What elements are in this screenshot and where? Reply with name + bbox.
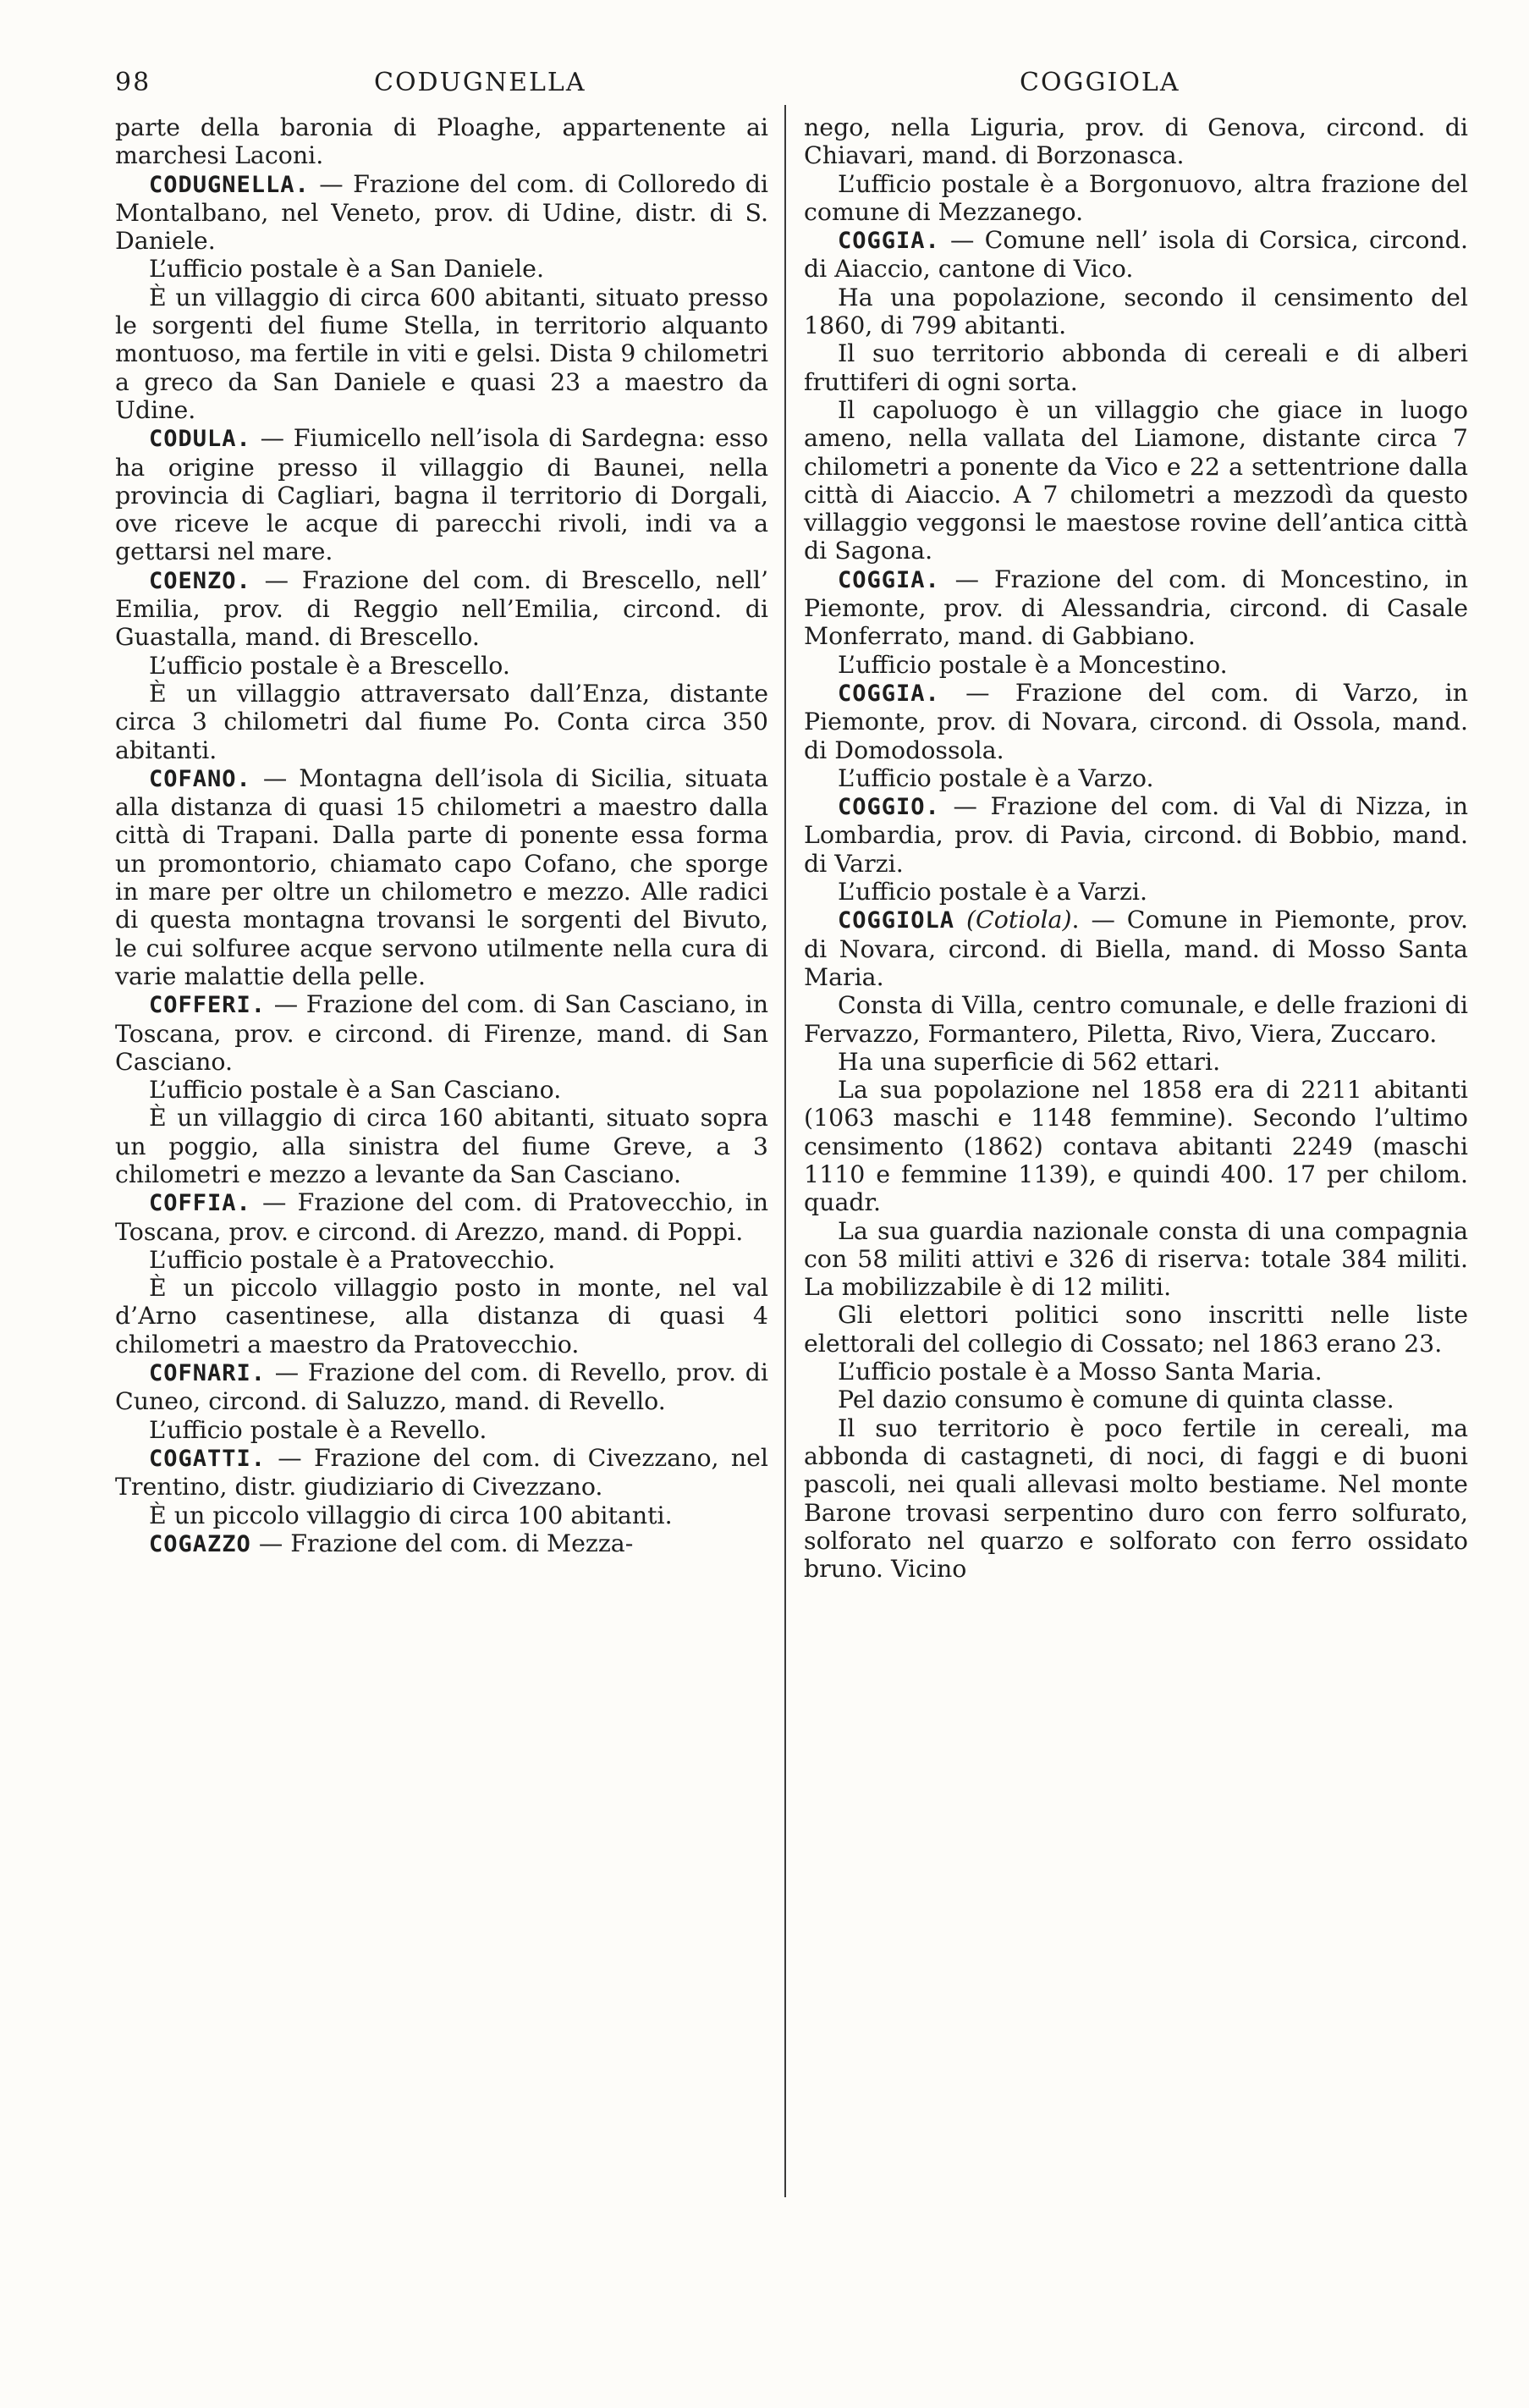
entry-text: Ha una popolazione, secondo il censimento del 1860, di 799 abitanti.	[804, 283, 1468, 340]
dictionary-entry	[804, 226, 1468, 284]
entry-paragraph	[804, 1048, 1468, 1076]
entry-headword: CODULA.	[149, 426, 251, 453]
entry-headword: COGGIOLA	[838, 907, 955, 934]
entry-text: L’ufficio postale è a Varzi.	[838, 878, 1148, 906]
entry-headword: COENZO.	[149, 567, 251, 594]
entry-headword: COGGIA.	[838, 228, 940, 255]
entry-paragraph	[115, 113, 768, 170]
entry-paragraph	[115, 1416, 768, 1444]
dictionary-entry	[115, 990, 768, 1076]
entry-text: — Montagna dell’isola di Sicilia, situata alla distanza di quasi 15 chilometri a maestro dalla città di Trapani. Dalla parte di ponente essa forma un promontorio, chiamato capo Cofano, che sporge in mare per oltre un chilometro e mezzo. Alle radici di questa montagna trovansi le sorgenti del Bivuto, le cui solfuree acque servono utilmente nella cura di varie malattie della pelle.	[115, 763, 768, 990]
entry-text: L’ufficio postale è a Mosso Santa Maria.	[838, 1358, 1323, 1386]
entry-text: È un piccolo villaggio posto in monte, nel val d’Arno casentinese, alla distanza di quasi 4 chilometri a maestro da Pratovecchio.	[115, 1274, 768, 1358]
dictionary-entry	[115, 566, 768, 652]
running-head-right: COGGIOLA	[1020, 68, 1180, 97]
right-column	[804, 113, 1468, 1583]
entry-text: — Frazione del com. di Civezzano, nel Trentino, distr. giudiziario di Civezzano.	[115, 1443, 768, 1502]
entry-text: . — Comune in Piemonte, prov. di Novara, circond. di Biella, mand. di Mosso Santa Maria.	[804, 906, 1469, 991]
entry-headword: COFANO.	[149, 765, 251, 792]
entry-text: Il suo territorio abbonda di cereali e di alberi fruttiferi di ogni sorta.	[804, 339, 1468, 396]
entry-paragraph	[804, 764, 1468, 792]
entry-text: — Frazione del com. di Mezza-	[250, 1529, 634, 1557]
entry-text: — Frazione del com. di Val di Nizza, in Lombardia, prov. di Pavia, circond. di Bobbio, mand. di Varzi.	[804, 792, 1468, 878]
entry-paragraph	[804, 651, 1468, 679]
entry-paragraph	[804, 1414, 1468, 1584]
entry-paragraph	[115, 1502, 768, 1529]
entry-paragraph	[804, 339, 1468, 396]
entry-text: — Frazione del com. di Revello, prov. di Cuneo, circond. di Saluzzo, mand. di Revello.	[115, 1358, 768, 1416]
entry-paragraph	[115, 652, 768, 680]
entry-paragraph	[804, 991, 1468, 1048]
entry-paragraph	[115, 1246, 768, 1274]
dictionary-entry	[804, 906, 1468, 991]
entry-headword: COFFIA.	[149, 1190, 251, 1217]
dictionary-entry	[804, 679, 1468, 764]
dictionary-entry	[804, 565, 1468, 651]
entry-paragraph	[115, 680, 768, 764]
entry-paragraph	[115, 1274, 768, 1358]
entry-text: Gli elettori politici sono inscritti nelle liste elettorali del collegio di Cossato; nel 1863 erano 23.	[804, 1301, 1468, 1358]
dictionary-entry	[115, 764, 768, 990]
entry-text: È un villaggio attraversato dall’Enza, distante circa 3 chilometri dal fiume Po. Conta circa 350 abitanti.	[115, 679, 768, 764]
entry-headword: COGAZZO	[149, 1530, 251, 1557]
entry-paragraph	[804, 1358, 1468, 1386]
entry-text: — Fiumicello nell’isola di Sardegna: esso ha origine presso il villaggio di Baunei, nella provincia di Cagliari, bagna il territorio di Dorgali, ove riceve le acque di parecchi rivoli, indi va a gettarsi nel mare.	[115, 424, 768, 566]
entry-text: L’ufficio postale è a Revello.	[149, 1415, 487, 1444]
entry-text: — Comune nell’ isola di Corsica, circond. di Aiaccio, cantone di Vico.	[804, 226, 1468, 284]
entry-text: — Frazione del com. di Varzo, in Piemonte, prov. di Novara, circond. di Ossola, mand. di Domodossola.	[804, 678, 1468, 764]
entry-paragraph	[115, 255, 768, 283]
entry-headword: COGGIO.	[838, 794, 940, 821]
dictionary-entry	[804, 792, 1468, 878]
entry-text: La sua guardia nazionale consta di una compagnia con 58 militi attivi e 326 di riserva: totale 384 militi. La mobilizzabile è di 12 militi.	[804, 1216, 1468, 1302]
entry-text: È un piccolo villaggio di circa 100 abitanti.	[149, 1501, 673, 1529]
entry-text: — Frazione del com. di San Casciano, in Toscana, prov. e circond. di Firenze, mand. di San Casciano.	[115, 990, 768, 1076]
entry-text: Pel dazio consumo è comune di quinta classe.	[838, 1386, 1394, 1414]
entry-paragraph	[804, 170, 1468, 227]
entry-headword: CODUGNELLA.	[149, 171, 310, 198]
entry-text: nego, nella Liguria, prov. di Genova, circond. di Chiavari, mand. di Borzonasca.	[804, 113, 1468, 170]
entry-text: Ha una superficie di 562 ettari.	[838, 1047, 1221, 1076]
running-head-left: CODUGNELLA	[374, 68, 586, 97]
entry-text: La sua popolazione nel 1858 era di 2211 abitanti (1063 maschi e 1148 femmine). Secondo l’ultimo censimento (1862) contava abitanti 2249 (maschi 1110 e femmine 1139), e quindi 400. 17 per chilom. quadr.	[804, 1076, 1468, 1217]
left-column	[115, 113, 768, 1558]
entry-text: — Frazione del com. di Brescello, nell’ Emilia, prov. di Reggio nell’Emilia, circond. di Guastalla, mand. di Brescello.	[115, 565, 768, 652]
dictionary-entry	[115, 1529, 768, 1558]
entry-text: L’ufficio postale è a Brescello.	[149, 651, 510, 680]
entry-text: L’ufficio postale è a San Daniele.	[149, 255, 545, 284]
entry-paragraph	[804, 1217, 1468, 1302]
entry-headword: COGGIA.	[838, 680, 940, 707]
dictionary-entry	[115, 424, 768, 565]
entry-text: L’ufficio postale è a San Casciano.	[149, 1076, 562, 1105]
entry-text: L’ufficio postale è a Pratovecchio.	[149, 1245, 556, 1274]
entry-text: L’ufficio postale è a Varzo.	[838, 763, 1154, 792]
entry-text: È un villaggio di circa 160 abitanti, situato sopra un poggio, alla sinistra del fiume Greve, a 3 chilometri e mezzo a levante da San Casciano.	[115, 1104, 768, 1188]
entry-headword: COGGIA.	[838, 566, 940, 593]
entry-headword: COFFERI.	[149, 992, 267, 1019]
dictionary-entry	[115, 1358, 768, 1416]
entry-text: È un villaggio di circa 600 abitanti, situato presso le sorgenti del fiume Stella, in territorio alquanto montuoso, ma fertile in viti e gelsi. Dista 9 chilometri a greco da San Daniele e quasi 23 a maestro da Udine.	[115, 283, 768, 424]
entry-latin-name: (Cotiola)	[965, 906, 1072, 934]
page-number: 98	[115, 68, 151, 97]
entry-text: — Frazione del com. di Colloredo di Montalbano, nel Veneto, prov. di Udine, distr. di S. Daniele.	[115, 169, 768, 256]
dictionary-entry	[115, 170, 768, 256]
entry-paragraph	[804, 396, 1468, 565]
entry-paragraph	[115, 1104, 768, 1188]
entry-paragraph	[804, 1076, 1468, 1216]
entry-headword: COGATTI.	[149, 1445, 267, 1472]
entry-paragraph	[804, 1386, 1468, 1413]
entry-paragraph	[115, 1076, 768, 1104]
column-divider	[784, 105, 786, 2197]
entry-text: — Frazione del com. di Pratovecchio, in Toscana, prov. e circond. di Arezzo, mand. di Poppi.	[115, 1188, 768, 1246]
dictionary-entry	[115, 1188, 768, 1246]
entry-text: L’ufficio postale è a Borgonuovo, altra frazione del comune di Mezzanego.	[804, 169, 1468, 226]
entry-paragraph	[804, 113, 1468, 170]
entry-text: — Frazione del com. di Moncestino, in Piemonte, prov. di Alessandria, circond. di Casale Monferrato, mand. di Gabbiano.	[804, 565, 1468, 651]
entry-text: Il capoluogo è un villaggio che giace in luogo ameno, nella vallata del Liamone, distante circa 7 chilometri a ponente da Vico e 22 a settentrione dalla città di Aiaccio. A 7 chilometri a mezzodì da questo villaggio veggonsi le maestose rovine dell’antica città di Sagona.	[804, 395, 1468, 565]
entry-headword: COFNARI.	[149, 1360, 267, 1387]
entry-text: Consta di Villa, centro comunale, e delle frazioni di Fervazzo, Formantero, Piletta, Rivo, Viera, Zuccaro.	[804, 991, 1468, 1048]
dictionary-entry	[115, 1444, 768, 1502]
entry-paragraph	[804, 878, 1468, 906]
entry-paragraph	[115, 284, 768, 424]
entry-paragraph	[804, 1301, 1468, 1358]
entry-text: L’ufficio postale è a Moncestino.	[838, 650, 1228, 679]
entry-text: Il suo territorio è poco fertile in cereali, ma abbonda di castagneti, di noci, di faggi e di buoni pascoli, nei quali allevasi molto bestiame. Nel monte Barone trovasi serpentino duro con ferro solfurato, solforato nel quarzo e solforato con ferro ossidato bruno. Vicino	[804, 1413, 1468, 1584]
entry-text: parte della baronia di Ploaghe, appartenente ai marchesi Laconi.	[115, 113, 768, 170]
entry-paragraph	[804, 284, 1468, 340]
